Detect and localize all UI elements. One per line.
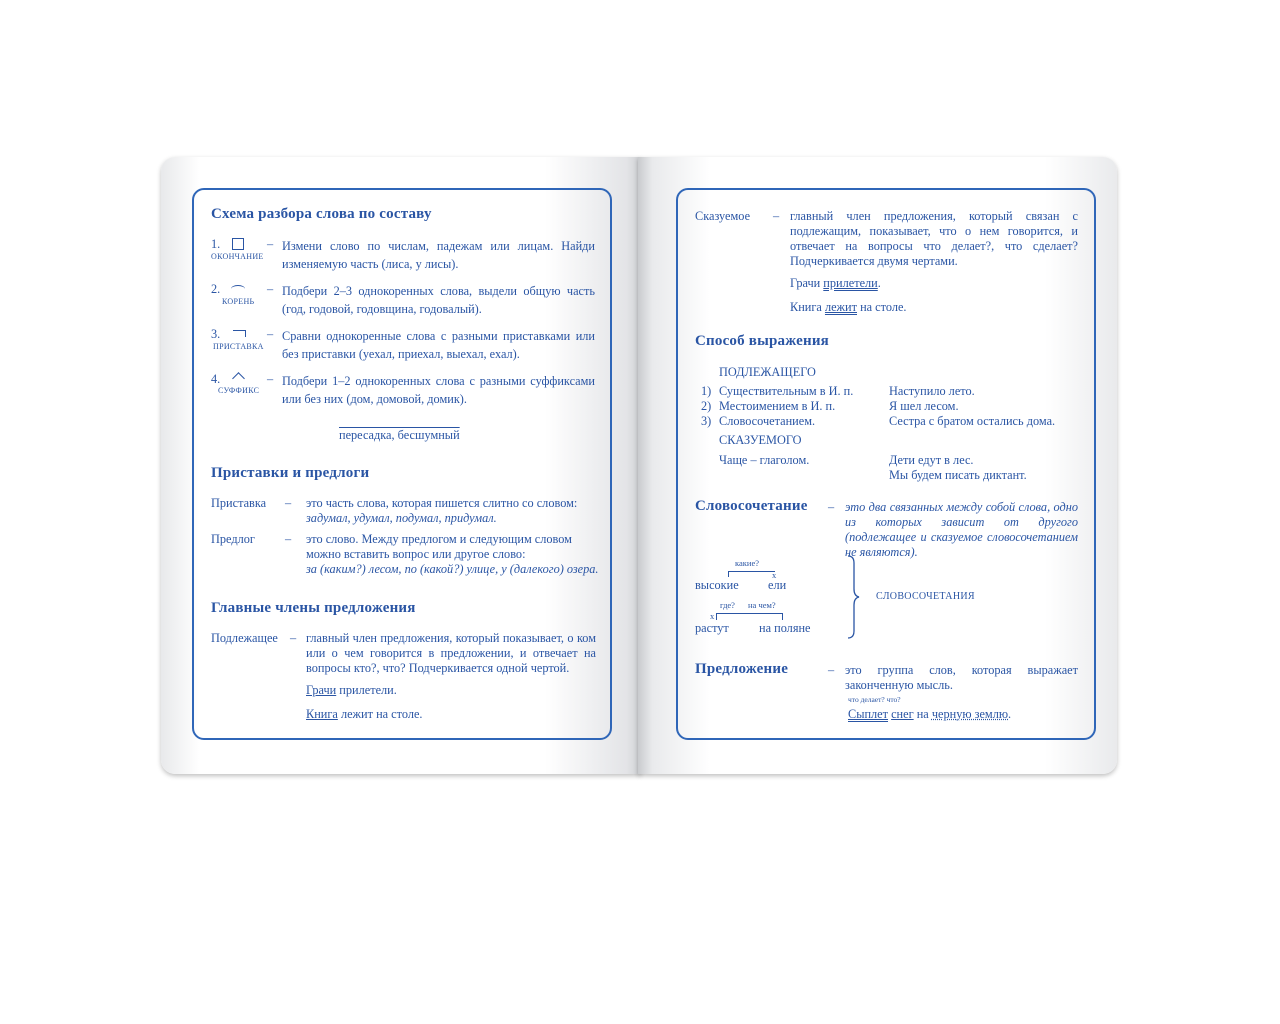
ending-icon <box>232 238 244 250</box>
left-page <box>161 157 641 774</box>
way-1-example: Наступило лето. <box>889 384 975 398</box>
item-4-label: СУФФИКС <box>218 386 260 395</box>
item-1-text: Измени слово по числам, падежам или лицам. Найди изменяемую часть (лиса, у лисы). <box>282 239 595 271</box>
way-3-example: Сестра с братом остались дома. <box>889 414 1056 428</box>
item-3-dash: – <box>267 327 274 341</box>
predicate-example-1-a: Грачи <box>790 276 824 290</box>
verb-text: Чаще – глаголом. <box>719 453 810 467</box>
predicate-example-2-b: на столе. <box>857 300 907 314</box>
title-expression: Способ выражения <box>695 333 829 349</box>
prefix-dash: – <box>285 496 292 510</box>
arrow-line-2-left <box>716 613 717 620</box>
title-prefixes-prepositions: Приставки и предлоги <box>211 465 370 481</box>
prefix-examples: задумал, удумал, подумал, придумал. <box>306 511 497 525</box>
item-2-label: КОРЕНЬ <box>222 297 255 306</box>
predicate-example-1-verb: прилетели <box>823 276 878 290</box>
item-2-dash: – <box>267 282 274 296</box>
subject-dash: – <box>290 631 297 645</box>
way-2-text: Местоимением в И. п. <box>719 399 836 413</box>
subject-example-1 <box>306 683 397 698</box>
prefix-icon <box>233 330 246 337</box>
item-2-number: 2. <box>211 282 221 296</box>
way-1-text: Существительным в И. п. <box>719 384 854 398</box>
sentence-object: черную землю <box>931 707 1009 721</box>
predicate-example-1-b: . <box>877 276 881 290</box>
predicate-dash: – <box>773 209 780 223</box>
sentence-period: . <box>1008 707 1012 721</box>
sentence-definition: это группа слов, которая выражает законченную мысль. <box>845 663 1078 692</box>
root-icon <box>231 285 245 293</box>
predicate-example-1 <box>790 276 881 291</box>
item-1-number: 1. <box>211 237 221 251</box>
curly-brace <box>846 555 860 639</box>
subject-example-2 <box>306 707 423 722</box>
item-4-dash: – <box>267 372 274 386</box>
question-where: где? <box>720 600 735 610</box>
main-word-mark-1: x <box>772 570 777 580</box>
way-2-example: Я шел лесом. <box>889 399 959 413</box>
sentence-dash: – <box>828 663 835 677</box>
predicate-term: Сказуемое <box>695 209 751 223</box>
subject-term: Подлежащее <box>211 631 278 645</box>
sentence-questions: что делает? что? <box>848 695 901 704</box>
sentence-example <box>848 707 1011 722</box>
sentence-subject: снег <box>891 707 914 721</box>
predicate-example-2 <box>790 300 907 315</box>
word-analysis-example: пересадка, бесшумный <box>339 428 460 442</box>
verb-example-1: Дети едут в лес. <box>889 453 974 467</box>
right-page <box>638 157 1117 774</box>
question-what-kind: какие? <box>735 558 759 568</box>
preposition-examples: за (каким?) лесом, по (какой?) улице, у (далекого) озера. <box>306 562 599 576</box>
way-3-number: 3) <box>701 414 712 428</box>
way-1-number: 1) <box>701 384 712 398</box>
item-3-text: Сравни однокоренные слова с разными приставками или без приставки (уехал, приехал, выехал, ехал). <box>282 329 595 361</box>
arrow-line-2 <box>716 613 782 614</box>
phrase-2-word-a: растут <box>695 621 729 635</box>
main-word-mark-2: x <box>710 611 715 621</box>
phrases-label: СЛОВОСОЧЕТАНИЯ <box>876 591 975 602</box>
way-3-text: Словосочетанием. <box>719 414 816 428</box>
arrow-line-1-left <box>728 571 729 577</box>
item-3-number: 3. <box>211 327 221 341</box>
phrase-1-word-a: высокие <box>695 578 739 592</box>
sentence-prep: на <box>913 707 932 721</box>
prefix-definition: это часть слова, которая пишется слитно со словом: <box>306 496 578 510</box>
subject-example-2-subject: Книга <box>306 707 338 721</box>
verb-example-2: Мы будем писать диктант. <box>889 468 1027 482</box>
subject-example-1-rest: прилетели. <box>336 683 397 697</box>
subject-heading: ПОДЛЕЖАЩЕГО <box>719 365 816 379</box>
phrase-1-word-b: ели <box>768 578 787 592</box>
title-main-parts: Главные члены предложения <box>211 600 416 616</box>
phrase-2-word-b: на поляне <box>759 621 811 635</box>
subject-example-2-rest: лежит на столе. <box>337 707 423 721</box>
title-word-structure: Схема разбора слова по составу <box>211 206 432 222</box>
arrow-line-1 <box>728 571 775 572</box>
item-2-text: Подбери 2–3 однокоренных слова, выдели общую часть (год, годовой, годовщина, годовалый). <box>282 284 595 316</box>
title-sentence: Предложение <box>695 661 789 677</box>
title-phrase: Словосочетание <box>695 498 808 514</box>
phrase-definition: это два связанных между собой слова, одно из которых зависит от другого (подлежащее и сказуемое словосочетанием не являются). <box>845 500 1078 559</box>
preposition-definition: это слово. Между предлогом и следующим словом можно вставить вопрос или другое слово: <box>306 532 572 561</box>
prefix-term: Приставка <box>211 496 267 510</box>
predicate-example-2-verb: лежит <box>824 300 857 314</box>
arrow-line-2-right <box>782 613 783 620</box>
way-2-number: 2) <box>701 399 712 413</box>
preposition-dash: – <box>285 532 292 546</box>
predicate-heading: СКАЗУЕМОГО <box>719 433 802 447</box>
item-4-text: Подбери 1–2 однокоренных слова с разными суффиксами или без них (дом, домовой, домик). <box>282 374 595 406</box>
item-3-label: ПРИСТАВКА <box>213 342 264 351</box>
book-spread <box>161 157 1117 776</box>
predicate-definition: главный член предложения, который связан с подлежащим, показывает, что о нем говорится, и отвечает на вопросы что делает?, что сделает? Подчеркивается двумя чертами. <box>790 209 1078 268</box>
item-4-number: 4. <box>211 372 221 386</box>
predicate-example-2-a: Книга <box>790 300 825 314</box>
preposition-term: Предлог <box>211 532 255 546</box>
phrase-dash: – <box>828 500 835 514</box>
subject-example-1-subject: Грачи <box>306 683 337 697</box>
question-on-what: на чем? <box>748 600 776 610</box>
item-1-dash: – <box>267 237 274 251</box>
sentence-verb: Сыплет <box>848 707 889 721</box>
item-1-label: ОКОНЧАНИЕ <box>211 252 264 261</box>
subject-definition: главный член предложения, который показывает, о ком или о чем говорится в предложении, и отвечает на вопросы кто?, что? Подчеркивается одной чертой. <box>306 631 596 675</box>
